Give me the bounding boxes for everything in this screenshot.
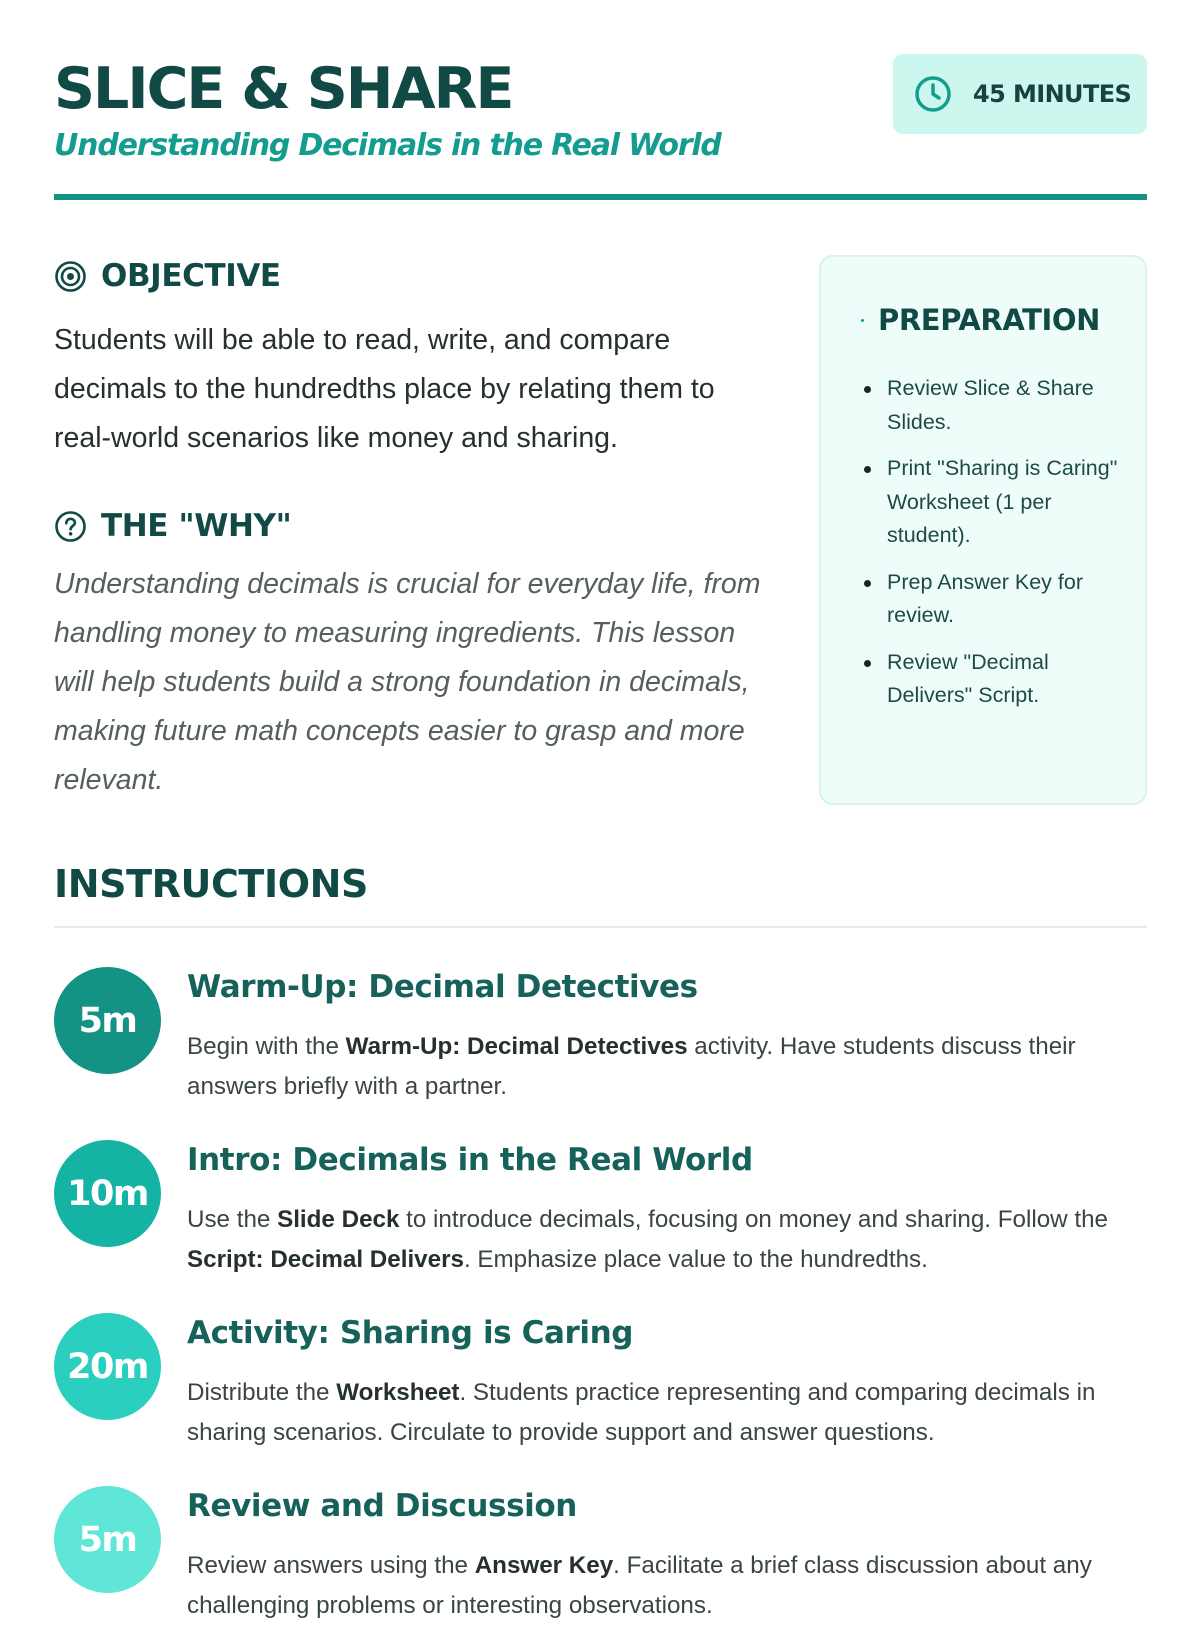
preparation-heading — [861, 303, 1100, 337]
why-heading-text: THE "WHY" — [101, 508, 292, 544]
clock-icon — [913, 74, 953, 114]
why-heading — [54, 508, 291, 544]
objective-heading-text: OBJECTIVE — [101, 258, 281, 294]
why-text: Understanding decimals is crucial for everyday life, from handling money to measuring ingredients. This lesson will help students build a strong foundation in decimals, making future math concepts easier to grasp and more relevant. — [54, 568, 761, 796]
step-emphasis: Worksheet — [336, 1379, 460, 1406]
step-title: Activity: Sharing is Caring — [187, 1315, 634, 1351]
step-time-badge: 10m — [54, 1140, 161, 1247]
preparation-list — [861, 372, 1121, 726]
question-icon — [54, 510, 101, 543]
lesson-subtitle: Understanding Decimals in the Real World — [54, 128, 721, 163]
lesson-plan-page — [54, 0, 1147, 1619]
preparation-item: Print "Sharing is Caring" Worksheet (1 per student). — [861, 452, 1121, 553]
step-text: Begin with the — [187, 1033, 346, 1060]
step-text: Review answers using the — [187, 1552, 475, 1579]
step-emphasis: Slide Deck — [277, 1206, 400, 1233]
step-text: Distribute the — [187, 1379, 337, 1406]
preparation-heading-text: PREPARATION — [878, 303, 1101, 337]
step-text: Use the — [187, 1206, 278, 1233]
duration-text: 45 MINUTES — [973, 80, 1132, 108]
step-emphasis: Answer Key — [474, 1552, 614, 1579]
instruction-step — [54, 967, 1147, 1117]
lesson-header — [54, 48, 1147, 200]
step-description — [187, 1027, 1149, 1107]
step-time-badge: 20m — [54, 1313, 161, 1420]
step-text: to introduce decimals, focusing on money and sharing. Follow the — [399, 1206, 1108, 1233]
step-text: . Facilitate a brief class discussion about any challenging problems or interesting observations. — [187, 1552, 1092, 1619]
instruction-step — [54, 1486, 1147, 1636]
objective-text: Students will be able to read, write, and compare decimals to the hundredths place by relating them to real-world scenarios like money and sharing. — [54, 324, 715, 454]
instructions-heading: INSTRUCTIONS — [54, 862, 368, 906]
step-description — [187, 1373, 1149, 1453]
step-time-badge: 5m — [54, 1486, 161, 1593]
target-icon — [54, 260, 101, 293]
step-title: Review and Discussion — [187, 1488, 577, 1524]
step-title: Intro: Decimals in the Real World — [187, 1142, 753, 1178]
step-time-badge: 5m — [54, 967, 161, 1074]
step-text: . Students practice representing and comparing decimals in sharing scenarios. Circulate to provide support and answer questions. — [187, 1379, 1096, 1446]
preparation-item: Review "Decimal Delivers" Script. — [861, 646, 1121, 713]
instructions-divider — [54, 926, 1147, 928]
objective-heading — [54, 258, 281, 294]
step-text: activity. Have students discuss their answers briefly with a partner. — [187, 1033, 1076, 1100]
preparation-item: Review Slice & Share Slides. — [861, 372, 1121, 439]
step-emphasis: Warm-Up: Decimal Detectives — [345, 1033, 688, 1060]
dot-icon — [861, 319, 864, 322]
duration-badge — [893, 54, 1147, 134]
step-description — [187, 1200, 1149, 1280]
preparation-item: Prep Answer Key for review. — [861, 566, 1121, 633]
step-text: . Emphasize place value to the hundredths. — [463, 1246, 928, 1273]
step-title: Warm-Up: Decimal Detectives — [187, 969, 698, 1005]
header-divider — [54, 194, 1147, 200]
preparation-panel — [819, 255, 1147, 805]
lesson-title: SLICE & SHARE — [54, 56, 513, 122]
step-emphasis: Script: Decimal Delivers — [187, 1246, 464, 1273]
instruction-step — [54, 1140, 1147, 1290]
instruction-step — [54, 1313, 1147, 1463]
step-description — [187, 1546, 1149, 1626]
